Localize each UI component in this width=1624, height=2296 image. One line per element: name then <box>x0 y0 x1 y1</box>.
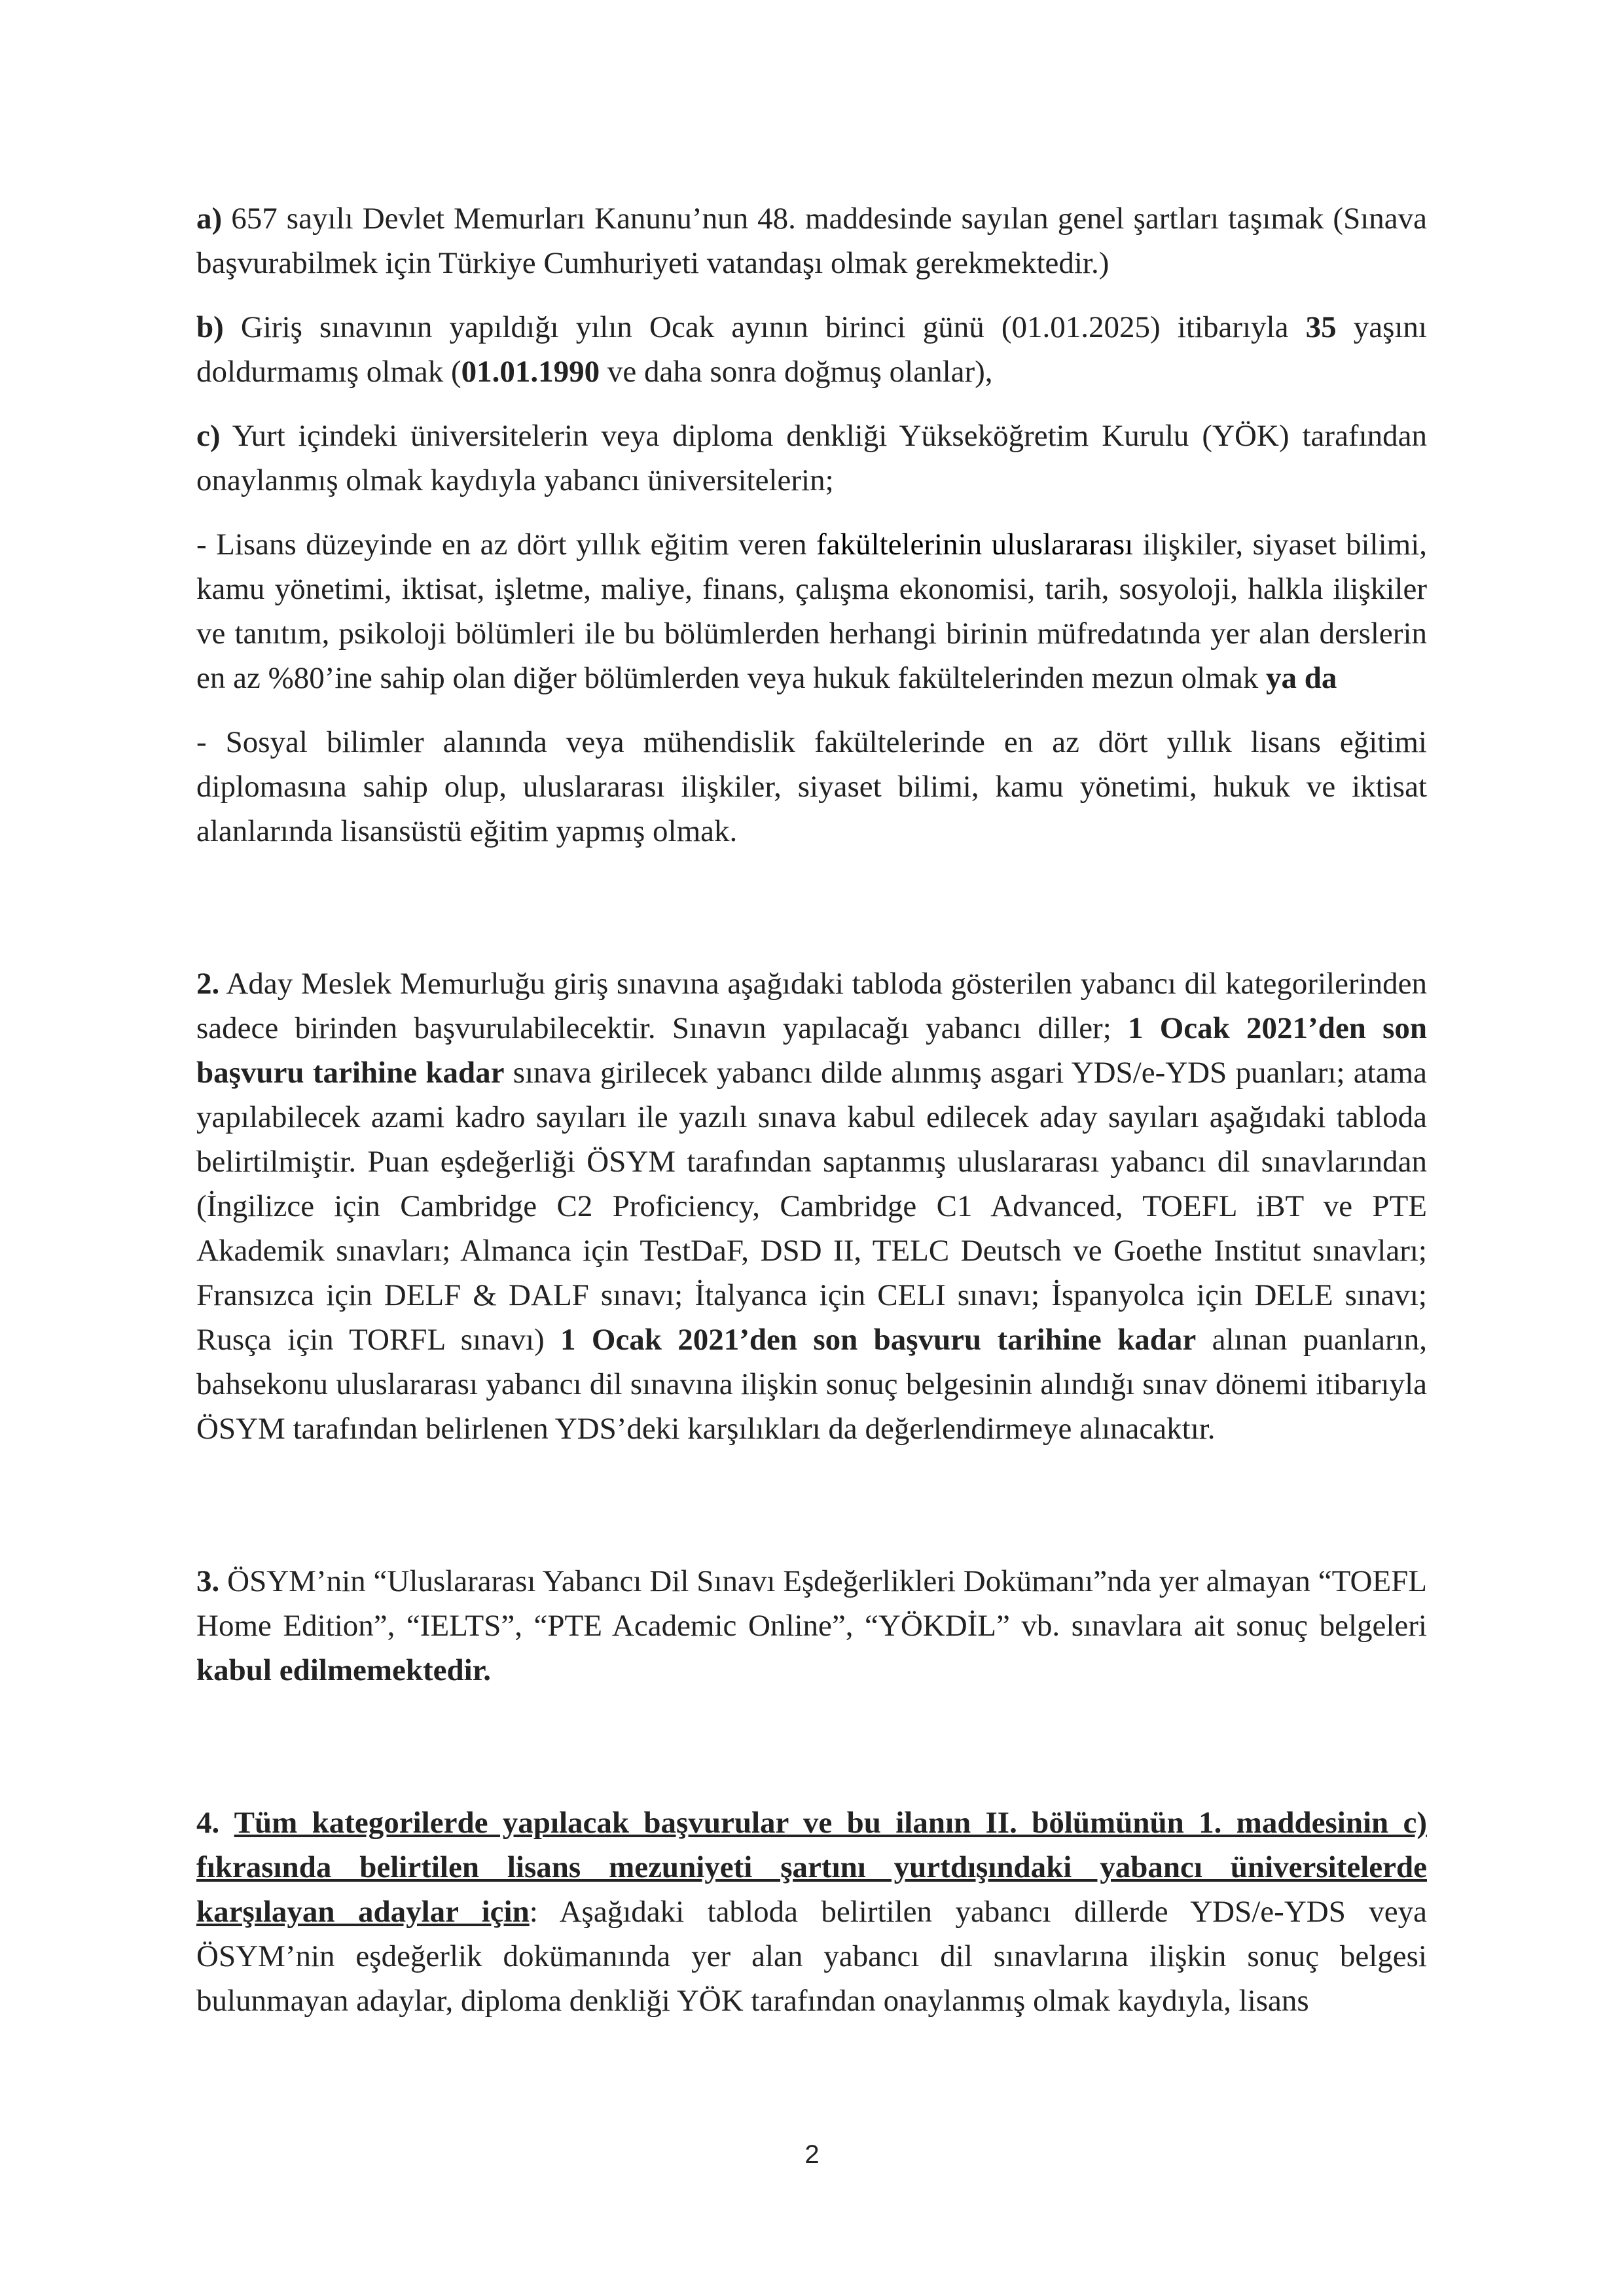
label-a: a) <box>196 202 223 236</box>
text-item4-1: : Aşağıdaki tabloda belirtilen yabancı dillerde YDS/e-YDS veya ÖSYM’nin eşdeğerlik dokümanında yer alan yabancı dil sınavlarına ilişkin sonuç belgesi bulunmayan adaylar, diploma denkliği YÖK tarafından onaylanmış olmak kaydıyla, lisans <box>196 1895 1427 2018</box>
faculties-text: fakültelerinin uluslararası <box>816 528 1134 562</box>
paragraph-b <box>196 305 1427 394</box>
item-2-number: 2. <box>196 967 220 1001</box>
page-number: 2 <box>804 2140 820 2169</box>
paragraph-item-2 <box>196 961 1427 1451</box>
text-c: Yurt içindeki üniversitelerin veya diploma denkliği Yükseköğretim Kurulu (YÖK) tarafından onaylanmış olmak kaydıyla yabancı üniversitelerin; <box>196 419 1427 497</box>
spacer <box>196 1712 1427 1801</box>
item-3-number: 3. <box>196 1564 220 1598</box>
text-item2-1: Aday Meslek Memurluğu giriş sınavına aşağıdaki tabloda gösterilen yabancı dil kategorilerinden sadece birinden başvurulabilecektir. Sınavın yapılacağı yabancı diller; <box>196 967 1427 1045</box>
spacer <box>196 873 1427 961</box>
page-body <box>196 196 1427 2043</box>
text-dash1-1: - Lisans düzeyinde en az dört yıllık eğitim veren <box>196 528 816 562</box>
or-text: ya da <box>1266 661 1337 695</box>
paragraph-dash-2 <box>196 720 1427 853</box>
age-limit: 35 <box>1305 310 1337 344</box>
paragraph-a <box>196 196 1427 285</box>
text-b-3: ve daha sonra doğmuş olanlar), <box>600 355 993 389</box>
text-b-2: yaşını doldurmamış olmak ( <box>196 310 1427 389</box>
text-item2-2: sınava girilecek yabancı dilde alınmış asgari YDS/e-YDS puanları; atama yapılabilecek azami kadro sayıları ile yazılı sınava kabul edilecek aday sayıları aşağıdaki tabloda belirtilmiştir. Puan eşdeğerliği ÖSYM tarafından saptanmış uluslararası yabancı dil sınavlarından (İngilizce için Cambridge C2 Proficiency, Cambridge C1 Advanced, TOEFL iBT ve PTE Akademik sınavları; Almanca için TestDaF, DSD II, TELC Deutsch ve Goethe Institut sınavları; Fransızca için DELF & DALF sınavı; İtalyanca için CELI sınavı; İspanyolca için DELE sınavı; Rusça için TORFL sınavı) <box>196 1056 1427 1357</box>
text-dash2: - Sosyal bilimler alanında veya mühendislik fakültelerinde en az dört yıllık lisans eğitimi diplomasına sahip olup, uluslararası ilişkiler, siyaset bilimi, kamu yönetimi, hukuk ve iktisat alanlarında lisansüstü eğitim yapmış olmak. <box>196 725 1427 848</box>
text-a: 657 sayılı Devlet Memurları Kanunu’nun 48. maddesinde sayılan genel şartları taşımak (Sınava başvurabilmek için Türkiye Cumhuriyeti vatandaşı olmak gerekmektedir.) <box>196 202 1427 280</box>
underlined-heading: Tüm kategorilerde yapılacak başvurular ve bu ilanın II. bölümünün 1. maddesinin c) fıkrasında belirtilen lisans mezuniyeti şartını yurtdışındaki yabancı üniversitelerde karşılayan adaylar için <box>196 1806 1428 1929</box>
text-b-1: Giriş sınavının yapıldığı yılın Ocak ayının birinci günü (01.01.2025) itibarıyla <box>223 310 1306 344</box>
paragraph-item-4 <box>196 1801 1427 2023</box>
label-c: c) <box>196 419 221 453</box>
not-accepted-text: kabul edilmemektedir. <box>196 1653 492 1687</box>
text-item2-3: alınan puanların, bahsekonu uluslararası yabancı dil sınavına ilişkin sonuç belgesinin alındığı sınav dönemi itibarıyla ÖSYM tarafından belirlenen YDS’deki karşılıkları da değerlendirmeye alınacaktır. <box>196 1323 1427 1446</box>
paragraph-item-3 <box>196 1559 1427 1693</box>
paragraph-c <box>196 414 1427 503</box>
paragraph-dash-1 <box>196 522 1427 700</box>
spacer <box>196 1471 1427 1559</box>
date-range-1: 1 Ocak 2021’den son başvuru tarihine kadar <box>196 1011 1427 1090</box>
text-item3-1: ÖSYM’nin “Uluslararası Yabancı Dil Sınavı Eşdeğerlikleri Dokümanı”nda yer almayan “TOEFL Home Edition”, “IELTS”, “PTE Academic Online”, “YÖKDİL” vb. sınavlara ait sonuç belgeleri <box>196 1564 1427 1643</box>
item-4-number: 4. <box>196 1806 220 1840</box>
birth-date-limit: 01.01.1990 <box>461 355 600 389</box>
label-b: b) <box>196 310 224 344</box>
text-dash1-2: ilişkiler, siyaset bilimi, kamu yönetimi, iktisat, işletme, maliye, finans, çalışma ekonomisi, tarih, sosyoloji, halkla ilişkiler ve tanıtım, psikoloji bölümleri ile bu bölümlerden herhangi birinin müfredatında yer alan derslerin en az %80’ine sahip olan diğer bölümlerden veya hukuk fakültelerinden mezun olmak <box>196 528 1427 695</box>
date-range-2: 1 Ocak 2021’den son başvuru tarihine kadar <box>560 1323 1197 1357</box>
